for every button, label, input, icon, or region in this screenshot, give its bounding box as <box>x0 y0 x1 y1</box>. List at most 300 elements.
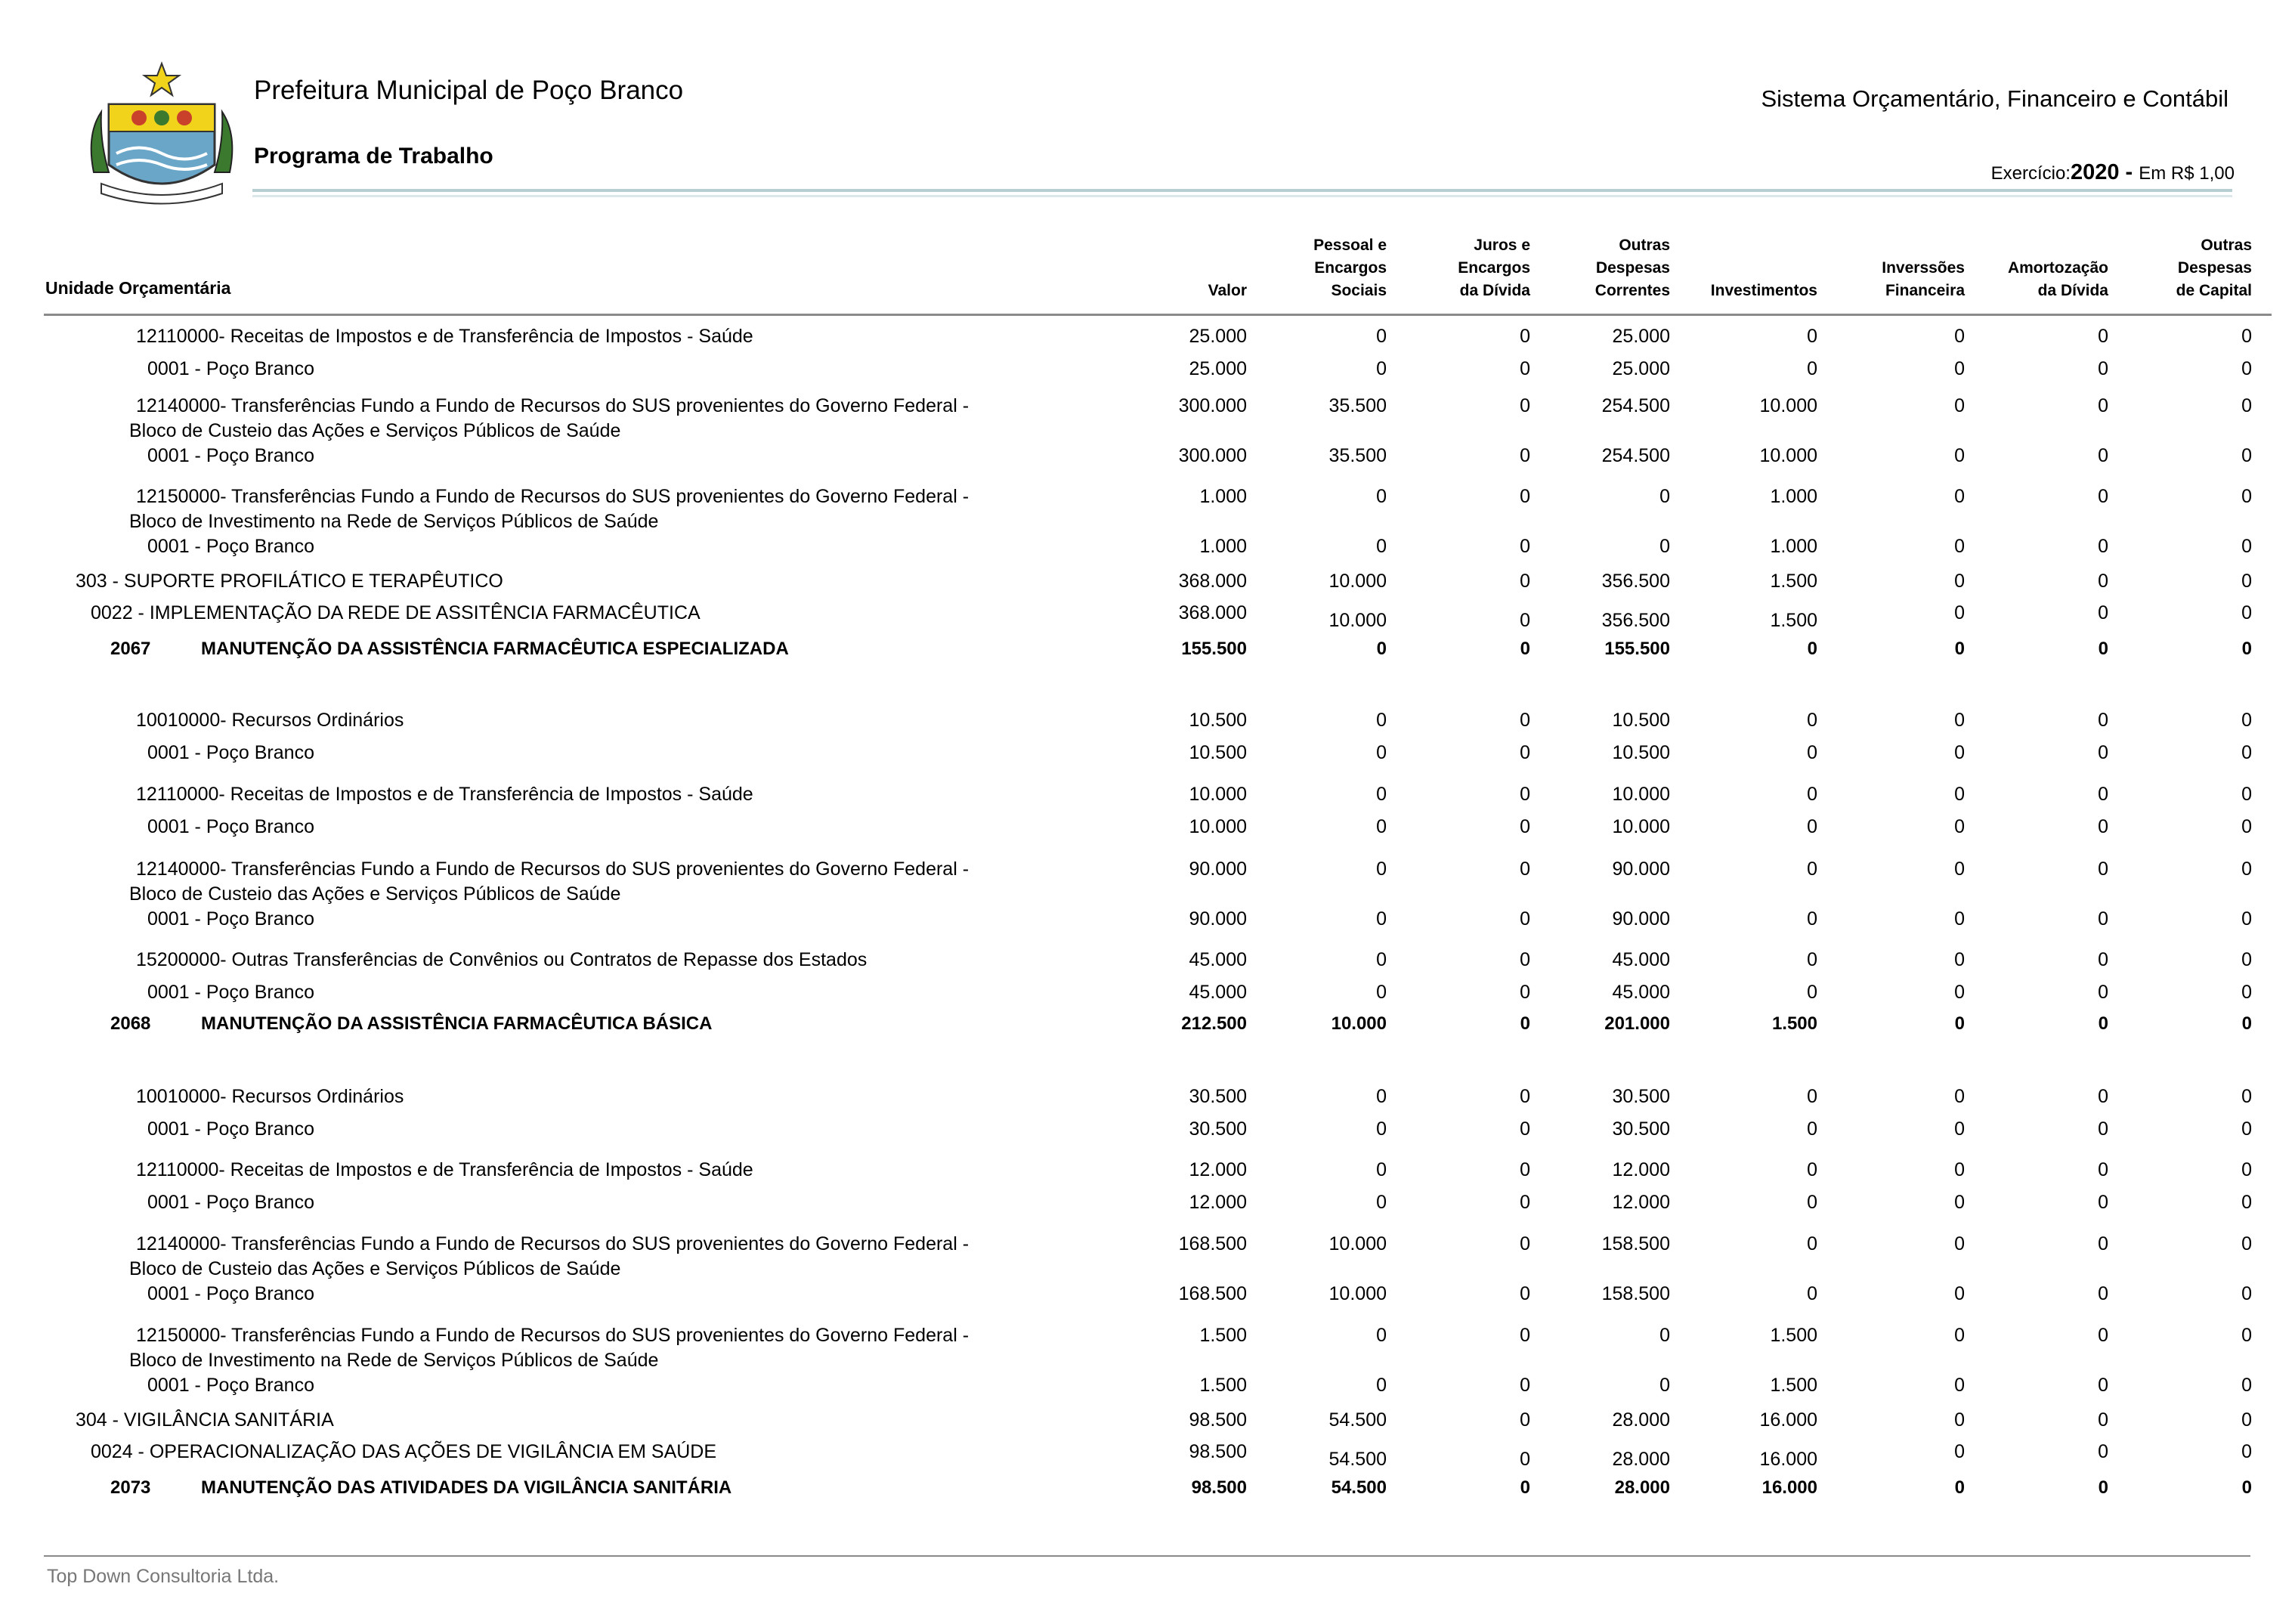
cell-value: 0 <box>1376 1375 1387 1396</box>
cell-value: 12.000 <box>1612 1159 1670 1180</box>
cell-value: 0 <box>2241 949 2252 970</box>
column-header-line: Sociais <box>1331 282 1387 299</box>
cell-value: 0 <box>2098 858 2108 880</box>
cell-value: 212.500 <box>1181 1013 1247 1034</box>
column-header <box>1208 280 1247 302</box>
row-label: 12110000- Receitas de Impostos e de Transferência de Impostos - Saúde <box>136 1159 753 1180</box>
cell-value: 0 <box>1807 1159 1817 1180</box>
cell-value: 254.500 <box>1601 445 1670 466</box>
cell-value: 1.000 <box>1770 486 1817 507</box>
column-header-line: Pessoal e <box>1313 237 1387 254</box>
cell-value: 0 <box>1376 536 1387 557</box>
cell-value: 10.000 <box>1612 816 1670 837</box>
cell-value: 1.500 <box>1770 1375 1817 1396</box>
cell-value: 45.000 <box>1612 949 1670 970</box>
cell-value: 45.000 <box>1189 949 1247 970</box>
action-code: 2067 <box>110 639 151 659</box>
cell-value: 10.000 <box>1328 571 1387 592</box>
cell-value: 0 <box>1954 816 1965 837</box>
column-header-line: Amortozação <box>2007 259 2108 277</box>
column-header-line: Encargos <box>1314 259 1387 277</box>
cell-value: 0 <box>1807 1192 1817 1213</box>
cell-value: 16.000 <box>1759 1449 1817 1470</box>
row-label: 0001 - Poço Branco <box>147 358 314 379</box>
cell-value: 300.000 <box>1178 395 1247 416</box>
column-header-line: Financeira <box>1885 282 1965 299</box>
cell-value: 0 <box>1807 858 1817 880</box>
exercise-year: 2020 <box>2070 160 2120 184</box>
municipal-crest-icon <box>79 59 245 207</box>
cell-value: 0 <box>1520 1449 1530 1470</box>
cell-value: 10.000 <box>1328 1283 1387 1304</box>
cell-value: 0 <box>1954 784 1965 805</box>
cell-value: 0 <box>1520 1159 1530 1180</box>
cell-value: 0 <box>2098 949 2108 970</box>
cell-value: 356.500 <box>1601 571 1670 592</box>
cell-value: 54.500 <box>1328 1409 1387 1431</box>
cell-value: 0 <box>2098 710 2108 731</box>
cell-value: 0 <box>2241 445 2252 466</box>
column-header-line: Inverssões <box>1882 259 1965 277</box>
cell-value: 0 <box>2098 1441 2108 1462</box>
row-label: 0001 - Poço Branco <box>147 536 314 557</box>
cell-value: 0 <box>2098 1409 2108 1431</box>
cell-value: 0 <box>2098 358 2108 379</box>
cell-value: 0 <box>1954 602 1965 623</box>
footer-divider <box>44 1555 2250 1557</box>
cell-value: 0 <box>2098 1375 2108 1396</box>
cell-value: 158.500 <box>1601 1233 1670 1254</box>
row-label: 0024 - OPERACIONALIZAÇÃO DAS AÇÕES DE VIGILÂNCIA EM SAÚDE <box>91 1441 717 1462</box>
cell-value: 28.000 <box>1612 1409 1670 1431</box>
cell-value: 10.000 <box>1328 610 1387 631</box>
cell-value: 0 <box>2241 536 2252 557</box>
cell-value: 0 <box>2241 571 2252 592</box>
cell-value: 10.000 <box>1189 816 1247 837</box>
cell-value: 0 <box>2098 1233 2108 1254</box>
cell-value: 0 <box>2241 1441 2252 1462</box>
report-title: Programa de Trabalho <box>254 144 493 169</box>
row-label: 0001 - Poço Branco <box>147 1283 314 1304</box>
cell-value: 0 <box>2241 1159 2252 1180</box>
cell-value: 155.500 <box>1604 639 1670 659</box>
cell-value: 35.500 <box>1328 395 1387 416</box>
cell-value: 0 <box>2098 445 2108 466</box>
cell-value: 0 <box>2241 486 2252 507</box>
cell-value: 10.000 <box>1189 784 1247 805</box>
cell-value: 0 <box>1954 536 1965 557</box>
cell-value: 90.000 <box>1612 858 1670 880</box>
cell-value: 0 <box>1807 949 1817 970</box>
cell-value: 25.000 <box>1189 358 1247 379</box>
row-label: 304 - VIGILÂNCIA SANITÁRIA <box>76 1409 334 1431</box>
cell-value: 0 <box>1520 610 1530 631</box>
row-label: 0001 - Poço Branco <box>147 1192 314 1213</box>
cell-value: 168.500 <box>1178 1283 1247 1304</box>
cell-value: 98.500 <box>1191 1477 1247 1498</box>
column-header-divider <box>44 314 2272 316</box>
cell-value: 12.000 <box>1612 1192 1670 1213</box>
row-label: 0001 - Poço Branco <box>147 1375 314 1396</box>
row-label: 12150000- Transferências Fundo a Fundo de Recursos do SUS provenientes do Governo Federal - <box>136 486 970 507</box>
cell-value: 0 <box>2241 602 2252 623</box>
cell-value: 0 <box>1520 1283 1530 1304</box>
row-label: 12140000- Transferências Fundo a Fundo de Recursos do SUS provenientes do Governo Federal - <box>136 395 970 416</box>
exercise-info <box>1991 160 2235 185</box>
cell-value: 30.500 <box>1612 1086 1670 1107</box>
cell-value: 0 <box>1376 1086 1387 1107</box>
cell-value: 0 <box>2241 358 2252 379</box>
cell-value: 0 <box>2241 1477 2252 1498</box>
cell-value: 25.000 <box>1612 358 1670 379</box>
cell-value: 0 <box>1520 949 1530 970</box>
cell-value: 0 <box>1520 908 1530 930</box>
cell-value: 0 <box>1954 1086 1965 1107</box>
cell-value: 98.500 <box>1189 1409 1247 1431</box>
cell-value: 90.000 <box>1189 908 1247 930</box>
exercise-label: Exercício: <box>1990 163 2071 184</box>
cell-value: 0 <box>1954 710 1965 731</box>
cell-value: 10.500 <box>1612 710 1670 731</box>
cell-value: 0 <box>1520 710 1530 731</box>
cell-value: 368.000 <box>1178 602 1247 623</box>
column-header-line: Correntes <box>1594 282 1670 299</box>
cell-value: 1.500 <box>1770 571 1817 592</box>
cell-value: 0 <box>1520 536 1530 557</box>
cell-value: 0 <box>2098 486 2108 507</box>
row-label: 15200000- Outras Transferências de Convênios ou Contratos de Repasse dos Estados <box>136 949 868 970</box>
cell-value: 0 <box>2098 395 2108 416</box>
cell-value: 54.500 <box>1331 1477 1387 1498</box>
cell-value: 0 <box>1376 742 1387 763</box>
row-label: MANUTENÇÃO DAS ATIVIDADES DA VIGILÂNCIA SANITÁRIA <box>201 1477 732 1498</box>
cell-value: 0 <box>1520 445 1530 466</box>
row-label: MANUTENÇÃO DA ASSISTÊNCIA FARMACÊUTICA ESPECIALIZADA <box>201 639 789 659</box>
column-header-line: Despesas <box>2177 259 2252 277</box>
cell-value: 0 <box>1954 1118 1965 1140</box>
cell-value: 0 <box>2241 326 2252 347</box>
cell-value: 0 <box>2098 1118 2108 1140</box>
cell-value: 0 <box>2241 982 2252 1003</box>
cell-value: 0 <box>2098 816 2108 837</box>
cell-value: 0 <box>2098 1192 2108 1213</box>
cell-value: 30.500 <box>1612 1118 1670 1140</box>
row-label: Bloco de Investimento na Rede de Serviços Públicos de Saúde <box>129 511 659 532</box>
column-header <box>1711 280 1817 302</box>
cell-value: 0 <box>1954 486 1965 507</box>
cell-value: 0 <box>1659 1325 1670 1346</box>
cell-value: 0 <box>1807 710 1817 731</box>
cell-value: 0 <box>1520 1325 1530 1346</box>
cell-value: 0 <box>1807 908 1817 930</box>
row-label: 10010000- Recursos Ordinários <box>136 710 404 731</box>
cell-value: 0 <box>2241 1375 2252 1396</box>
row-label: Bloco de Custeio das Ações e Serviços Públicos de Saúde <box>129 883 621 905</box>
footer-company: Top Down Consultoria Ltda. <box>47 1566 280 1587</box>
cell-value: 16.000 <box>1761 1477 1817 1498</box>
cell-value: 16.000 <box>1759 1409 1817 1431</box>
column-header-line: Encargos <box>1458 259 1530 277</box>
cell-value: 0 <box>2098 571 2108 592</box>
exercise-separator: - <box>2119 160 2139 184</box>
cell-value: 0 <box>2098 1013 2108 1034</box>
cell-value: 0 <box>2241 908 2252 930</box>
row-label: 0001 - Poço Branco <box>147 742 314 763</box>
cell-value: 0 <box>1376 858 1387 880</box>
cell-value: 45.000 <box>1612 982 1670 1003</box>
cell-value: 155.500 <box>1181 639 1247 659</box>
row-label: 0001 - Poço Branco <box>147 445 314 466</box>
cell-value: 0 <box>1954 982 1965 1003</box>
cell-value: 10.500 <box>1189 742 1247 763</box>
cell-value: 10.000 <box>1612 784 1670 805</box>
cell-value: 201.000 <box>1604 1013 1670 1034</box>
cell-value: 12.000 <box>1189 1192 1247 1213</box>
action-code: 2068 <box>110 1013 151 1034</box>
cell-value: 35.500 <box>1328 445 1387 466</box>
cell-value: 0 <box>2241 639 2252 659</box>
row-label: 0001 - Poço Branco <box>147 1118 314 1140</box>
cell-value: 0 <box>2241 1118 2252 1140</box>
cell-value: 0 <box>1520 486 1530 507</box>
column-header <box>1595 234 1670 302</box>
cell-value: 0 <box>1659 1375 1670 1396</box>
row-label: 0001 - Poço Branco <box>147 908 314 930</box>
cell-value: 0 <box>1954 358 1965 379</box>
cell-value: 90.000 <box>1612 908 1670 930</box>
cell-value: 0 <box>1520 784 1530 805</box>
cell-value: 0 <box>1520 816 1530 837</box>
cell-value: 368.000 <box>1178 571 1247 592</box>
cell-value: 0 <box>1954 1159 1965 1180</box>
cell-value: 300.000 <box>1178 445 1247 466</box>
column-header-line: Valor <box>1208 282 1247 299</box>
cell-value: 0 <box>1520 358 1530 379</box>
column-header-line: Juros e <box>1474 237 1530 254</box>
row-label: 12140000- Transferências Fundo a Fundo de Recursos do SUS provenientes do Governo Federal - <box>136 1233 970 1254</box>
cell-value: 10.000 <box>1331 1013 1387 1034</box>
cell-value: 158.500 <box>1601 1283 1670 1304</box>
cell-value: 0 <box>1954 1325 1965 1346</box>
header-divider-light <box>252 195 2232 197</box>
cell-value: 45.000 <box>1189 982 1247 1003</box>
row-label: 12150000- Transferências Fundo a Fundo de Recursos do SUS provenientes do Governo Federal - <box>136 1325 970 1346</box>
column-header <box>1313 234 1387 302</box>
cell-value: 25.000 <box>1189 326 1247 347</box>
cell-value: 0 <box>1954 639 1965 659</box>
column-header-line: Despesas <box>1595 259 1670 277</box>
cell-value: 0 <box>1376 949 1387 970</box>
cell-value: 0 <box>1376 1325 1387 1346</box>
row-label: 303 - SUPORTE PROFILÁTICO E TERAPÊUTICO <box>76 571 503 592</box>
cell-value: 0 <box>1376 1192 1387 1213</box>
cell-value: 0 <box>2241 1192 2252 1213</box>
cell-value: 0 <box>2241 742 2252 763</box>
cell-value: 0 <box>2241 1013 2252 1034</box>
cell-value: 0 <box>2241 710 2252 731</box>
cell-value: 0 <box>1807 816 1817 837</box>
cell-value: 0 <box>1807 639 1817 659</box>
cell-value: 0 <box>1954 1013 1965 1034</box>
cell-value: 0 <box>1954 1409 1965 1431</box>
cell-value: 0 <box>2098 1086 2108 1107</box>
cell-value: 0 <box>1376 326 1387 347</box>
cell-value: 0 <box>1376 486 1387 507</box>
cell-value: 0 <box>1520 1375 1530 1396</box>
row-label: MANUTENÇÃO DA ASSISTÊNCIA FARMACÊUTICA BÁSICA <box>201 1013 713 1034</box>
cell-value: 1.500 <box>1199 1375 1247 1396</box>
column-header-unit: Unidade Orçamentária <box>45 278 231 298</box>
column-header <box>1882 257 1965 302</box>
row-label: Bloco de Investimento na Rede de Serviços Públicos de Saúde <box>129 1350 659 1371</box>
cell-value: 28.000 <box>1614 1477 1670 1498</box>
cell-value: 0 <box>1807 358 1817 379</box>
cell-value: 0 <box>1520 982 1530 1003</box>
cell-value: 0 <box>1954 1283 1965 1304</box>
cell-value: 0 <box>1520 1118 1530 1140</box>
cell-value: 0 <box>2098 908 2108 930</box>
cell-value: 0 <box>1954 742 1965 763</box>
cell-value: 0 <box>1954 949 1965 970</box>
cell-value: 1.000 <box>1770 536 1817 557</box>
cell-value: 10.500 <box>1189 710 1247 731</box>
cell-value: 254.500 <box>1601 395 1670 416</box>
cell-value: 0 <box>1807 1233 1817 1254</box>
cell-value: 0 <box>1807 1283 1817 1304</box>
cell-value: 0 <box>1520 1409 1530 1431</box>
system-name: Sistema Orçamentário, Financeiro e Contábil <box>1761 85 2229 112</box>
cell-value: 10.000 <box>1759 445 1817 466</box>
cell-value: 0 <box>1954 858 1965 880</box>
cell-value: 90.000 <box>1189 858 1247 880</box>
column-header-line: da Dívida <box>2037 282 2108 299</box>
action-code: 2073 <box>110 1477 151 1498</box>
cell-value: 28.000 <box>1612 1449 1670 1470</box>
cell-value: 0 <box>1520 1192 1530 1213</box>
cell-value: 0 <box>2098 1477 2108 1498</box>
cell-value: 0 <box>2098 326 2108 347</box>
row-label: 0022 - IMPLEMENTAÇÃO DA REDE DE ASSITÊNCIA FARMACÊUTICA <box>91 602 701 623</box>
cell-value: 10.000 <box>1328 1233 1387 1254</box>
column-header <box>2176 234 2252 302</box>
cell-value: 1.000 <box>1199 536 1247 557</box>
cell-value: 1.500 <box>1770 610 1817 631</box>
cell-value: 54.500 <box>1328 1449 1387 1470</box>
column-header-line: Investimentos <box>1710 282 1817 299</box>
municipality-name: Prefeitura Municipal de Poço Branco <box>254 76 684 105</box>
cell-value: 0 <box>1807 982 1817 1003</box>
header-divider <box>252 189 2232 192</box>
row-label: Bloco de Custeio das Ações e Serviços Públicos de Saúde <box>129 1258 621 1279</box>
cell-value: 0 <box>1954 1192 1965 1213</box>
cell-value: 10.500 <box>1612 742 1670 763</box>
cell-value: 0 <box>2241 858 2252 880</box>
cell-value: 0 <box>2098 602 2108 623</box>
row-label: 12110000- Receitas de Impostos e de Transferência de Impostos - Saúde <box>136 326 753 347</box>
column-header-line: Outras <box>2201 237 2252 254</box>
row-label: 0001 - Poço Branco <box>147 816 314 837</box>
cell-value: 25.000 <box>1612 326 1670 347</box>
cell-value: 0 <box>1807 784 1817 805</box>
cell-value: 0 <box>2241 1325 2252 1346</box>
cell-value: 0 <box>1376 1118 1387 1140</box>
column-header-line: Outras <box>1619 237 1670 254</box>
column-header-line: de Capital <box>2176 282 2252 299</box>
cell-value: 0 <box>2098 784 2108 805</box>
cell-value: 0 <box>1954 1441 1965 1462</box>
cell-value: 1.500 <box>1199 1325 1247 1346</box>
currency-label: Em R$ 1,00 <box>2139 163 2235 184</box>
cell-value: 0 <box>1376 816 1387 837</box>
row-label: 12140000- Transferências Fundo a Fundo de Recursos do SUS provenientes do Governo Federal - <box>136 858 970 880</box>
cell-value: 0 <box>2098 1283 2108 1304</box>
cell-value: 0 <box>1954 326 1965 347</box>
cell-value: 0 <box>1520 1086 1530 1107</box>
cell-value: 0 <box>2098 742 2108 763</box>
cell-value: 0 <box>2241 395 2252 416</box>
cell-value: 0 <box>1954 1375 1965 1396</box>
cell-value: 0 <box>2098 536 2108 557</box>
cell-value: 0 <box>1807 1086 1817 1107</box>
row-label: 10010000- Recursos Ordinários <box>136 1086 404 1107</box>
cell-value: 0 <box>1376 908 1387 930</box>
cell-value: 10.000 <box>1759 395 1817 416</box>
cell-value: 0 <box>1520 1477 1530 1498</box>
cell-value: 0 <box>1520 571 1530 592</box>
column-header-line: da Dívida <box>1459 282 1530 299</box>
row-label: 0001 - Poço Branco <box>147 982 314 1003</box>
cell-value: 0 <box>1807 742 1817 763</box>
cell-value: 0 <box>2241 816 2252 837</box>
cell-value: 0 <box>1376 358 1387 379</box>
cell-value: 0 <box>2098 982 2108 1003</box>
cell-value: 0 <box>2241 1086 2252 1107</box>
row-label: 12110000- Receitas de Impostos e de Transferência de Impostos - Saúde <box>136 784 753 805</box>
cell-value: 0 <box>1954 1233 1965 1254</box>
cell-value: 1.000 <box>1199 486 1247 507</box>
cell-value: 0 <box>2098 639 2108 659</box>
column-header <box>1458 234 1530 302</box>
cell-value: 12.000 <box>1189 1159 1247 1180</box>
cell-value: 0 <box>1954 908 1965 930</box>
cell-value: 0 <box>1954 571 1965 592</box>
cell-value: 0 <box>1520 742 1530 763</box>
cell-value: 0 <box>2241 1409 2252 1431</box>
cell-value: 0 <box>2098 1159 2108 1180</box>
cell-value: 0 <box>1520 326 1530 347</box>
cell-value: 0 <box>1520 1013 1530 1034</box>
row-label: Bloco de Custeio das Ações e Serviços Públicos de Saúde <box>129 420 621 441</box>
cell-value: 0 <box>2241 784 2252 805</box>
cell-value: 0 <box>1520 639 1530 659</box>
cell-value: 0 <box>2241 1283 2252 1304</box>
cell-value: 0 <box>1807 326 1817 347</box>
cell-value: 0 <box>1954 395 1965 416</box>
cell-value: 0 <box>2098 1325 2108 1346</box>
cell-value: 168.500 <box>1178 1233 1247 1254</box>
cell-value: 0 <box>1954 445 1965 466</box>
cell-value: 0 <box>1520 858 1530 880</box>
cell-value: 0 <box>1659 486 1670 507</box>
cell-value: 0 <box>1520 395 1530 416</box>
cell-value: 1.500 <box>1771 1013 1817 1034</box>
cell-value: 98.500 <box>1189 1441 1247 1462</box>
cell-value: 0 <box>1376 982 1387 1003</box>
cell-value: 0 <box>1376 710 1387 731</box>
cell-value: 356.500 <box>1601 610 1670 631</box>
cell-value: 0 <box>1659 536 1670 557</box>
cell-value: 0 <box>1376 1159 1387 1180</box>
